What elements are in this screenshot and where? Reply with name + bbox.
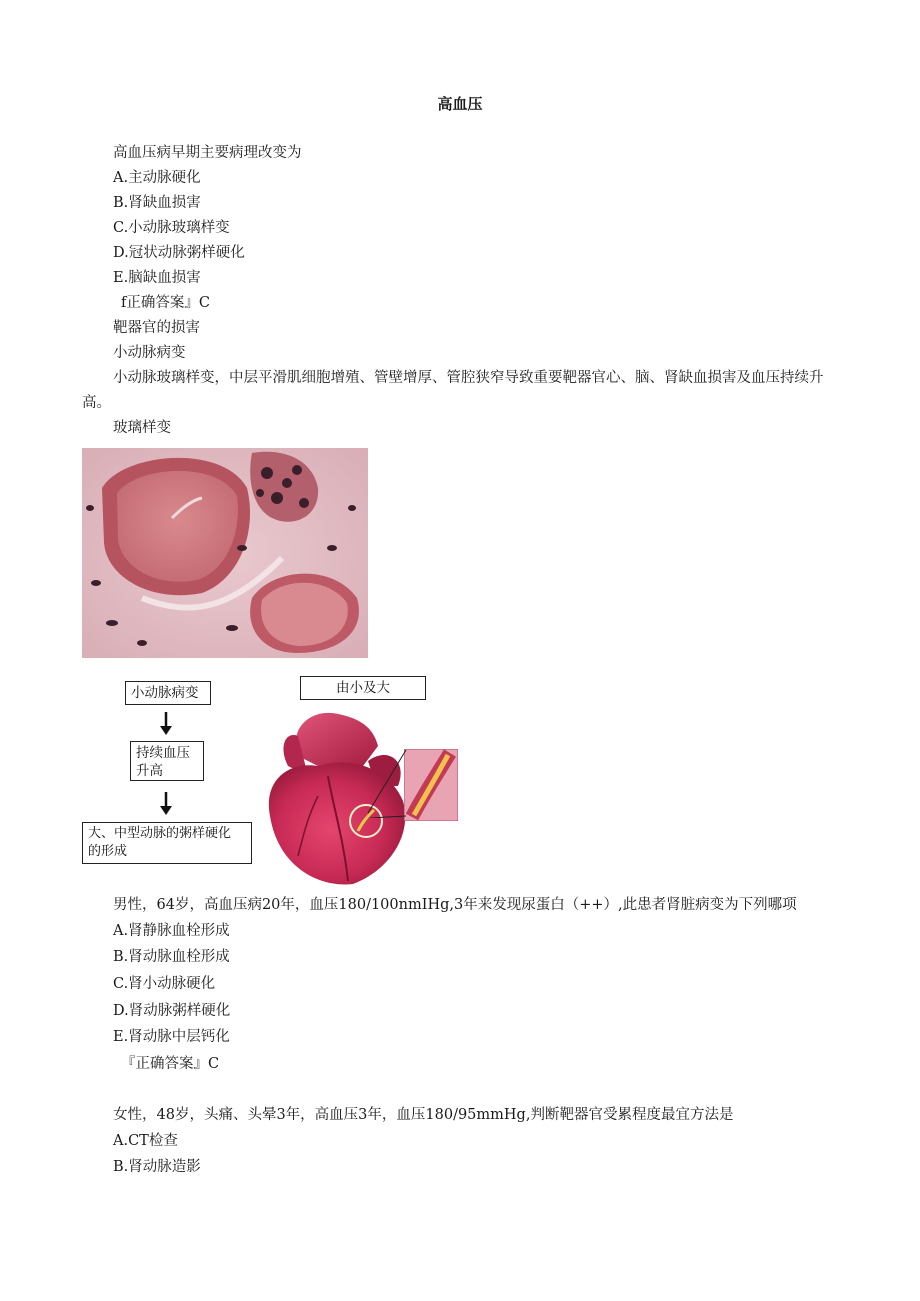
flow-box-small-to-large: 由小及大 — [300, 676, 426, 700]
note-small-artery: 小动脉病变 — [113, 345, 186, 361]
flow-box-bp-rise — [130, 741, 204, 781]
artery-closeup-image — [404, 749, 458, 821]
page-title: 高血压 — [437, 95, 483, 113]
flow-box-small-artery: 小动脉病变 — [125, 681, 211, 705]
q1-option-d: D.冠状动脉粥样硬化 — [113, 245, 245, 261]
q3-stem: 女性，48岁，头痛、头晕3年，高血压3年，血压180/95mmHg,判断靶器官受累程度最宜方法是 — [113, 1107, 734, 1123]
q2-option-b: B.肾动脉血栓形成 — [113, 949, 230, 965]
note-hyaline: 玻璃样变 — [113, 420, 171, 436]
flow-box-bp-rise-line2: 升高 — [136, 763, 163, 779]
q3-option-b: B.肾动脉造影 — [113, 1159, 201, 1175]
q2-stem: 男性，64岁，高血压病20年，血压180/100nmIHg,3年来发现尿蛋白（++）,此患者肾脏病变为下列哪项 — [113, 897, 797, 913]
q1-stem: 高血压病早期主要病理改变为 — [113, 145, 302, 161]
flow-box-atherosclerosis-line2: 的形成 — [88, 844, 128, 859]
q2-option-d: D.肾动脉粥样硬化 — [113, 1003, 231, 1019]
down-arrow-icon — [159, 712, 173, 736]
q1-option-e: E.脑缺血损害 — [113, 270, 201, 286]
flow-box-bp-rise-line1: 持续血压 — [136, 745, 190, 761]
q3-option-a: A.CT检查 — [113, 1133, 178, 1149]
q2-option-e: E.肾动脉中层钙化 — [113, 1029, 230, 1045]
q2-option-a: A.肾静脉血栓形成 — [113, 923, 230, 939]
callout-lines — [368, 748, 408, 818]
q1-option-b: B.肾缺血损害 — [113, 195, 201, 211]
q2-option-c: C.肾小动脉硬化 — [113, 976, 216, 992]
flow-box-atherosclerosis — [82, 822, 252, 864]
flow-box-atherosclerosis-line1: 大、中型动脉的粥样硬化 — [88, 826, 232, 841]
q1-option-c: C.小动脉玻璃样变 — [113, 220, 230, 236]
note-target-organ: 靶器官的损害 — [113, 320, 200, 336]
down-arrow-icon — [159, 792, 173, 816]
histology-image — [82, 448, 368, 658]
q2-answer: 『正确答案』C — [121, 1056, 220, 1072]
q1-option-a: A.主动脉硬化 — [113, 170, 201, 186]
note-description: 小动脉玻璃样变，中层平滑肌细胞增殖、管壁增厚、管腔狭窄导致重要靶器官心、脑、肾缺血损害及血压持续升高。 — [82, 370, 824, 411]
q1-answer: f正确答案』C — [121, 295, 210, 311]
